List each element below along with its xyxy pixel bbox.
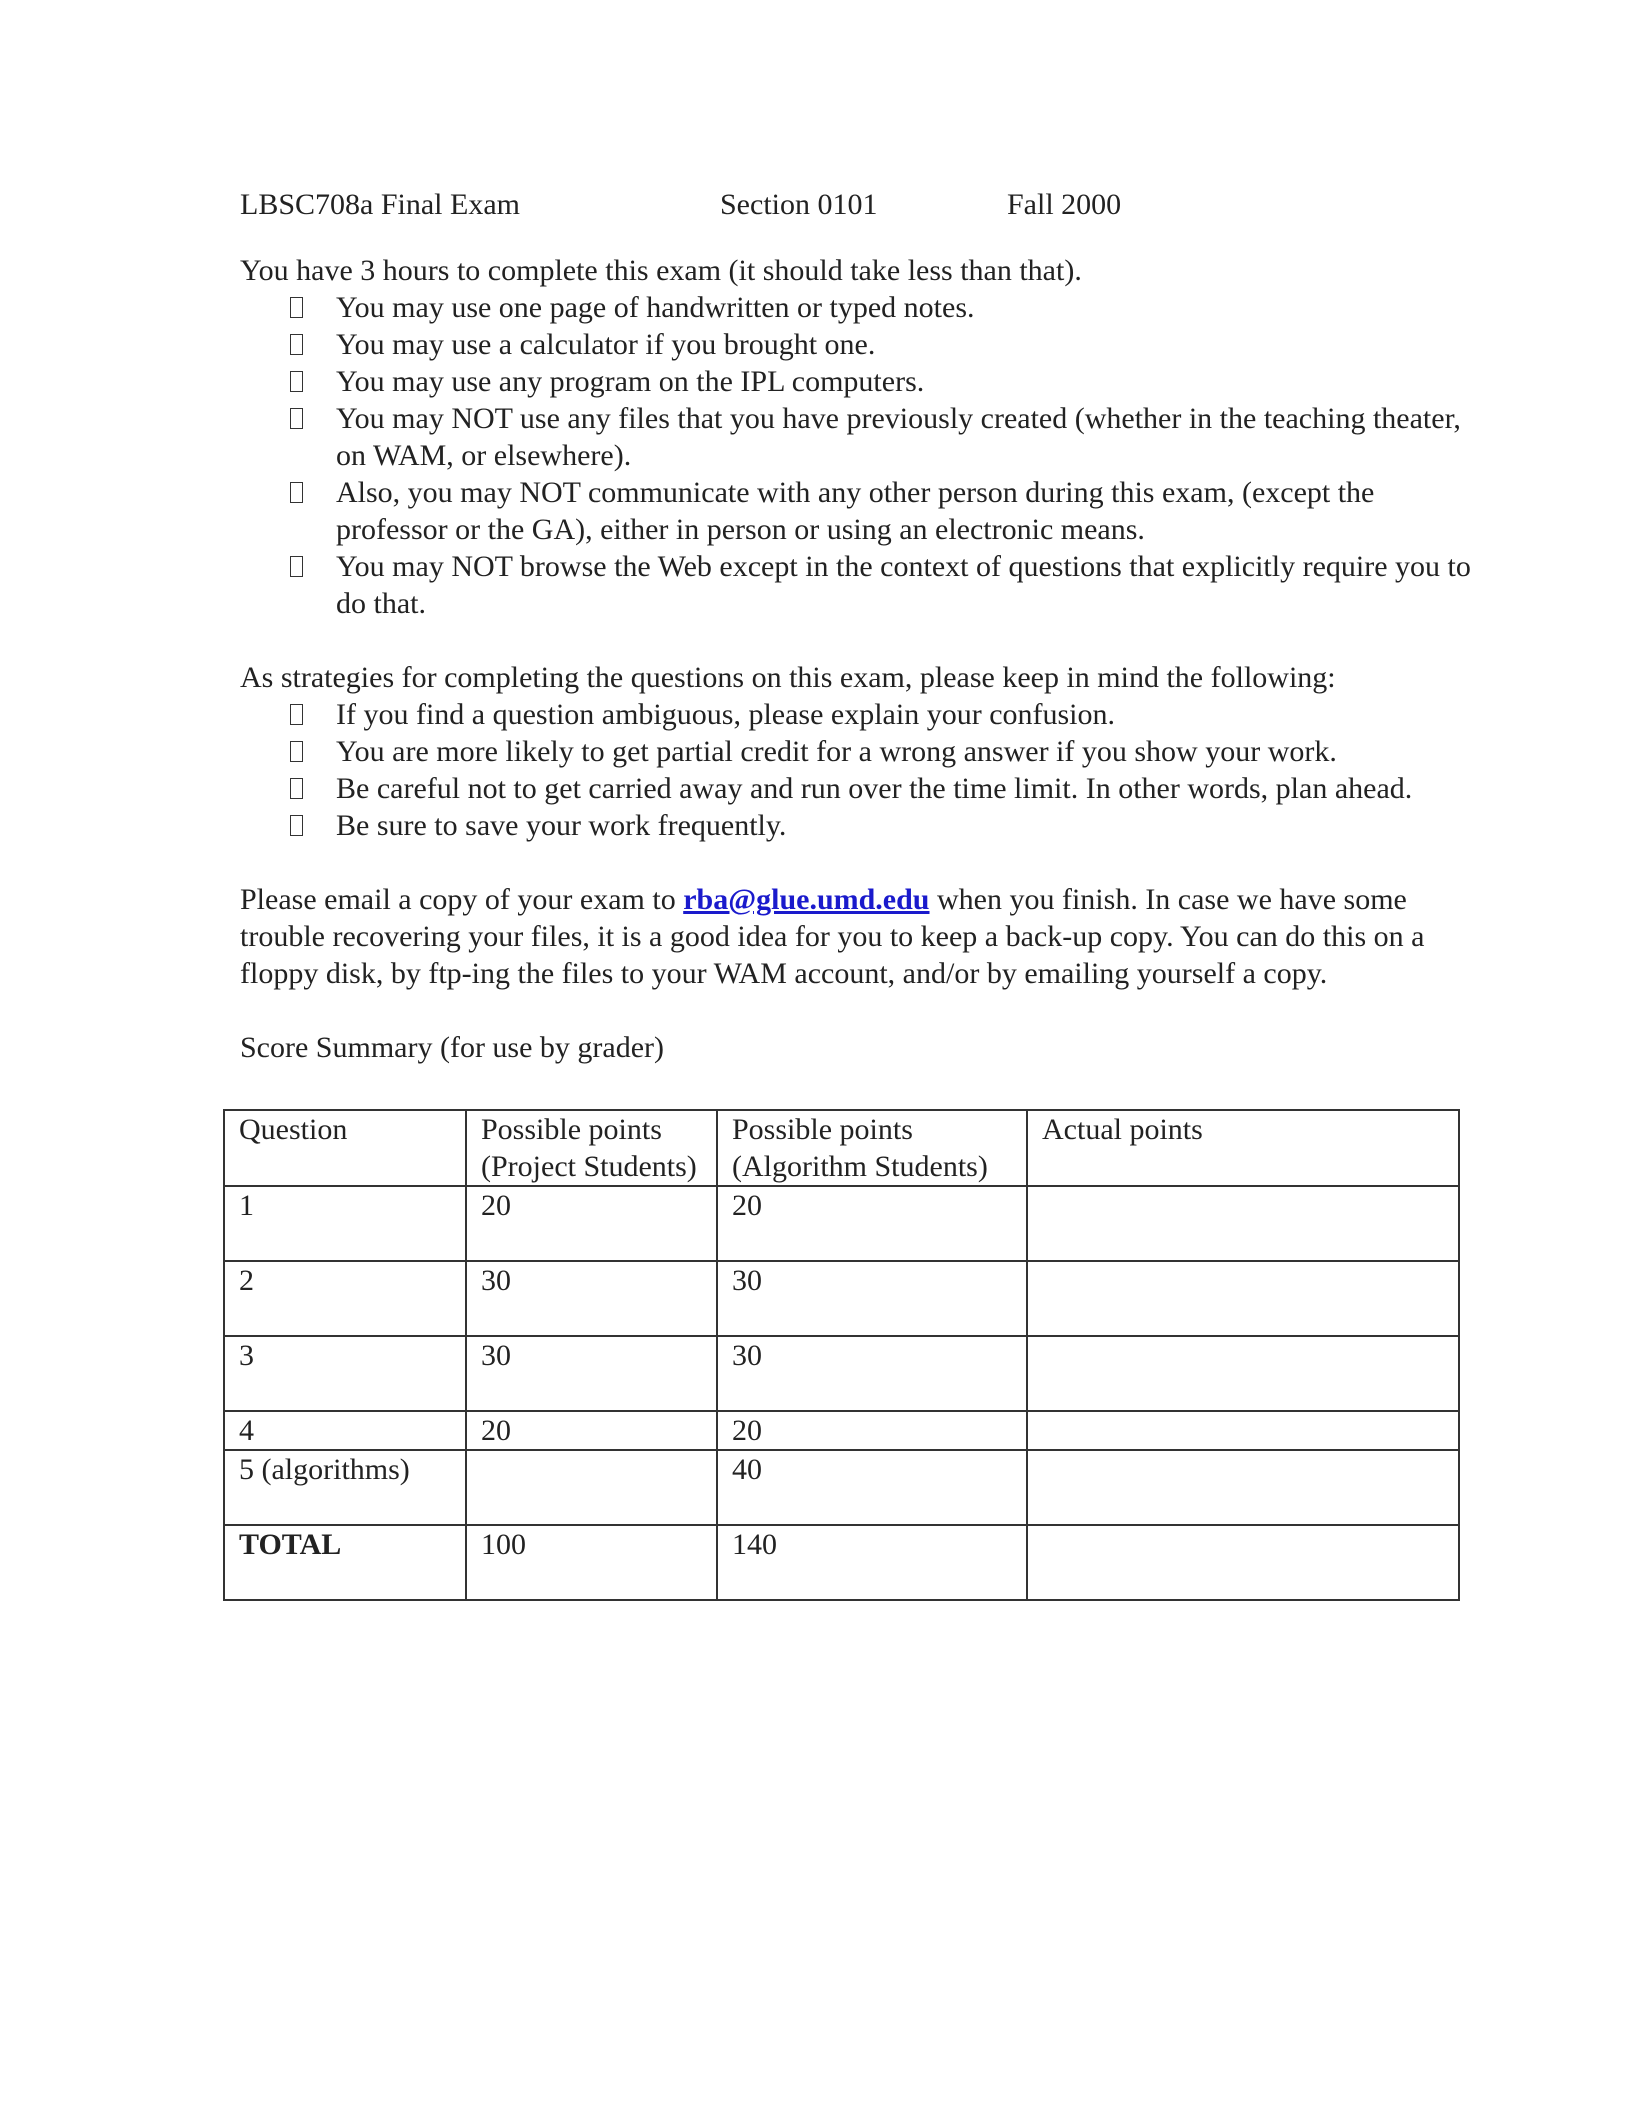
cell-project-points: 20 xyxy=(466,1411,717,1450)
cell-actual-points[interactable] xyxy=(1027,1411,1459,1450)
cell-actual-points[interactable] xyxy=(1027,1261,1459,1336)
cell-algorithm-points: 30 xyxy=(717,1261,1027,1336)
strategy-item xyxy=(240,733,1480,770)
bullet-box-icon xyxy=(290,556,303,577)
rule-item xyxy=(240,326,1480,363)
table-row xyxy=(224,1336,1459,1411)
score-summary-caption: Score Summary (for use by grader) xyxy=(240,1031,665,1064)
email-link[interactable]: rba@glue.umd.edu xyxy=(683,883,930,916)
cell-actual-points[interactable] xyxy=(1027,1186,1459,1261)
table-header-row xyxy=(224,1110,1459,1186)
course-title: LBSC708a Final Exam xyxy=(240,188,520,221)
table-row xyxy=(224,1186,1459,1261)
strategy-text: Be careful not to get carried away and run over the time limit. In other words, plan ahead. xyxy=(336,772,1413,805)
bullet-box-icon xyxy=(290,815,303,836)
bullet-box-icon xyxy=(290,482,303,503)
bullet-box-icon xyxy=(290,408,303,429)
cell-algorithm-points: 20 xyxy=(717,1411,1027,1450)
rule-item xyxy=(240,474,1480,548)
header-cell-question: Question xyxy=(224,1110,466,1186)
cell-algorithm-points: 20 xyxy=(717,1186,1027,1261)
strategy-text: Be sure to save your work frequently. xyxy=(336,809,787,842)
score-summary-table xyxy=(223,1109,1460,1601)
cell-total-actual-points[interactable] xyxy=(1027,1525,1459,1600)
exam-header xyxy=(240,186,1480,230)
rules-list xyxy=(240,289,1480,622)
cell-project-points: 30 xyxy=(466,1261,717,1336)
rule-text: You may use any program on the IPL computers. xyxy=(336,365,925,398)
rule-text: You may use one page of handwritten or typed notes. xyxy=(336,291,975,324)
term: Fall 2000 xyxy=(1007,188,1122,221)
cell-question: 2 xyxy=(224,1261,466,1336)
header-cell-algorithm-points: Possible points (Algorithm Students) xyxy=(717,1110,1027,1186)
bullet-box-icon xyxy=(290,297,303,318)
bullet-box-icon xyxy=(290,741,303,762)
intro-text: You have 3 hours to complete this exam (it should take less than that). xyxy=(240,254,1082,287)
email-text-after: when you finish. In case we have some trouble recovering your files, it is a good idea for you to keep a back-up copy. You can do this on a floppy disk, by ftp-ing the files to your WAM account, and/or by emailing yourself a copy. xyxy=(240,883,1425,990)
cell-actual-points[interactable] xyxy=(1027,1336,1459,1411)
cell-project-points: 20 xyxy=(466,1186,717,1261)
rule-text: Also, you may NOT communicate with any other person during this exam, (except the professor or the GA), either in person or using an electronic means. xyxy=(336,476,1375,546)
email-instructions xyxy=(240,881,1480,992)
cell-question: 3 xyxy=(224,1336,466,1411)
table-row xyxy=(224,1450,1459,1525)
header-cell-actual-points: Actual points xyxy=(1027,1110,1459,1186)
cell-question: 1 xyxy=(224,1186,466,1261)
bullet-box-icon xyxy=(290,371,303,392)
table-total-row xyxy=(224,1525,1459,1600)
cell-algorithm-points: 40 xyxy=(717,1450,1027,1525)
strategy-item xyxy=(240,807,1480,844)
rule-item xyxy=(240,400,1480,474)
bullet-box-icon xyxy=(290,778,303,799)
header-cell-project-points: Possible points (Project Students) xyxy=(466,1110,717,1186)
strategy-text: You are more likely to get partial credit for a wrong answer if you show your work. xyxy=(336,735,1337,768)
strategies-intro: As strategies for completing the questions on this exam, please keep in mind the following: xyxy=(240,661,1336,694)
cell-project-points xyxy=(466,1450,717,1525)
strategy-item xyxy=(240,696,1480,733)
cell-question: 5 (algorithms) xyxy=(224,1450,466,1525)
rule-item xyxy=(240,548,1480,622)
cell-actual-points[interactable] xyxy=(1027,1450,1459,1525)
cell-project-points: 30 xyxy=(466,1336,717,1411)
rule-item xyxy=(240,289,1480,326)
section-number: Section 0101 xyxy=(720,188,878,221)
cell-total-algorithm-points: 140 xyxy=(717,1525,1027,1600)
table-row xyxy=(224,1411,1459,1450)
rule-text: You may NOT use any files that you have previously created (whether in the teaching theater, on WAM, or elsewhere). xyxy=(336,402,1461,472)
strategy-item xyxy=(240,770,1480,807)
bullet-box-icon xyxy=(290,334,303,355)
rule-text: You may use a calculator if you brought one. xyxy=(336,328,876,361)
rule-text: You may NOT browse the Web except in the context of questions that explicitly require you to do that. xyxy=(336,550,1471,620)
rule-item xyxy=(240,363,1480,400)
exam-content xyxy=(240,186,1480,1066)
cell-total-project-points: 100 xyxy=(466,1525,717,1600)
cell-question: 4 xyxy=(224,1411,466,1450)
email-text-before: Please email a copy of your exam to xyxy=(240,883,684,916)
table-row xyxy=(224,1261,1459,1336)
strategies-list xyxy=(240,696,1480,844)
cell-algorithm-points: 30 xyxy=(717,1336,1027,1411)
strategy-text: If you find a question ambiguous, please explain your confusion. xyxy=(336,698,1116,731)
bullet-box-icon xyxy=(290,704,303,725)
cell-total-label: TOTAL xyxy=(224,1525,466,1600)
